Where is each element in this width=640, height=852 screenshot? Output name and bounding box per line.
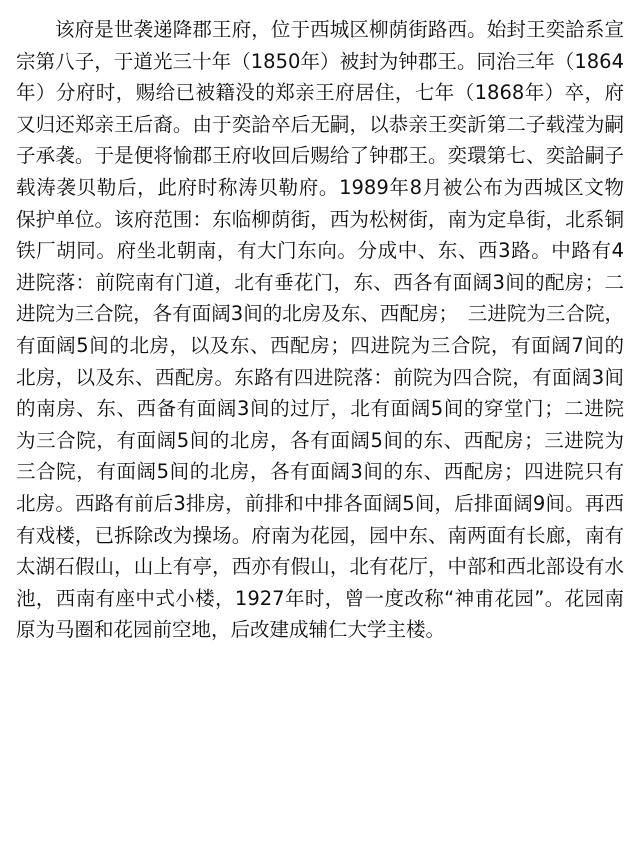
- article-body: [16, 14, 624, 646]
- body-paragraph: 该府是世袭递降郡王府，位于西城区柳荫街路西。始封王奕詥系宣宗第八子，于道光三十年（1850年）被封为钟郡王。同治三年（1864年）分府时，赐给已被籍没的郑亲王府居住，七年（1868年）卒，府又归还郑亲王后裔。由于奕詥卒后无嗣，以恭亲王奕訢第二子载滢为嗣子承袭。于是便将愉郡王府收回后赐给了钟郡王。奕環第七、奕詥嗣子载涛袭贝勒后，此府时称涛贝勒府。1989年8月被公布为西城区文物保护单位。该府范围：东临柳荫街，西为松树街，南为定阜街，北系铜铁厂胡同。府坐北朝南，有大门东向。分成中、东、西3路。中路有4进院落：前院南有门道，北有垂花门，东、西各有面阔3间的配房；二进院为三合院，各有面阔3间的北房及东、西配房； 三进院为三合院，有面阔5间的北房，以及东、西配房；四进院为三合院，有面阔7间的北房，以及东、西配房。东路有四进院落：前院为四合院，有面阔3间的南房、东、西备有面阔3间的过厅，北有面阔5间的穿堂门；二进院为三合院，有面阔5间的北房，各有面阔5间的东、西配房；三进院为三合院，有面阔5间的北房，各有面阔3间的东、西配房；四进院只有北房。西路有前后3排房，前排和中排各面阔5间，后排面阔9间。再西有戏楼，已拆除改为操场。府南为花园，园中东、南两面有长廊，南有太湖石假山，山上有亭，西亦有假山，北有花厅，中部和西北部设有水池，西南有座中式小楼，1927年时，曾一度改称“神甫花园”。花园南原为马圈和花园前空地，后改建成辅仁大学主楼。: [16, 18, 624, 642]
